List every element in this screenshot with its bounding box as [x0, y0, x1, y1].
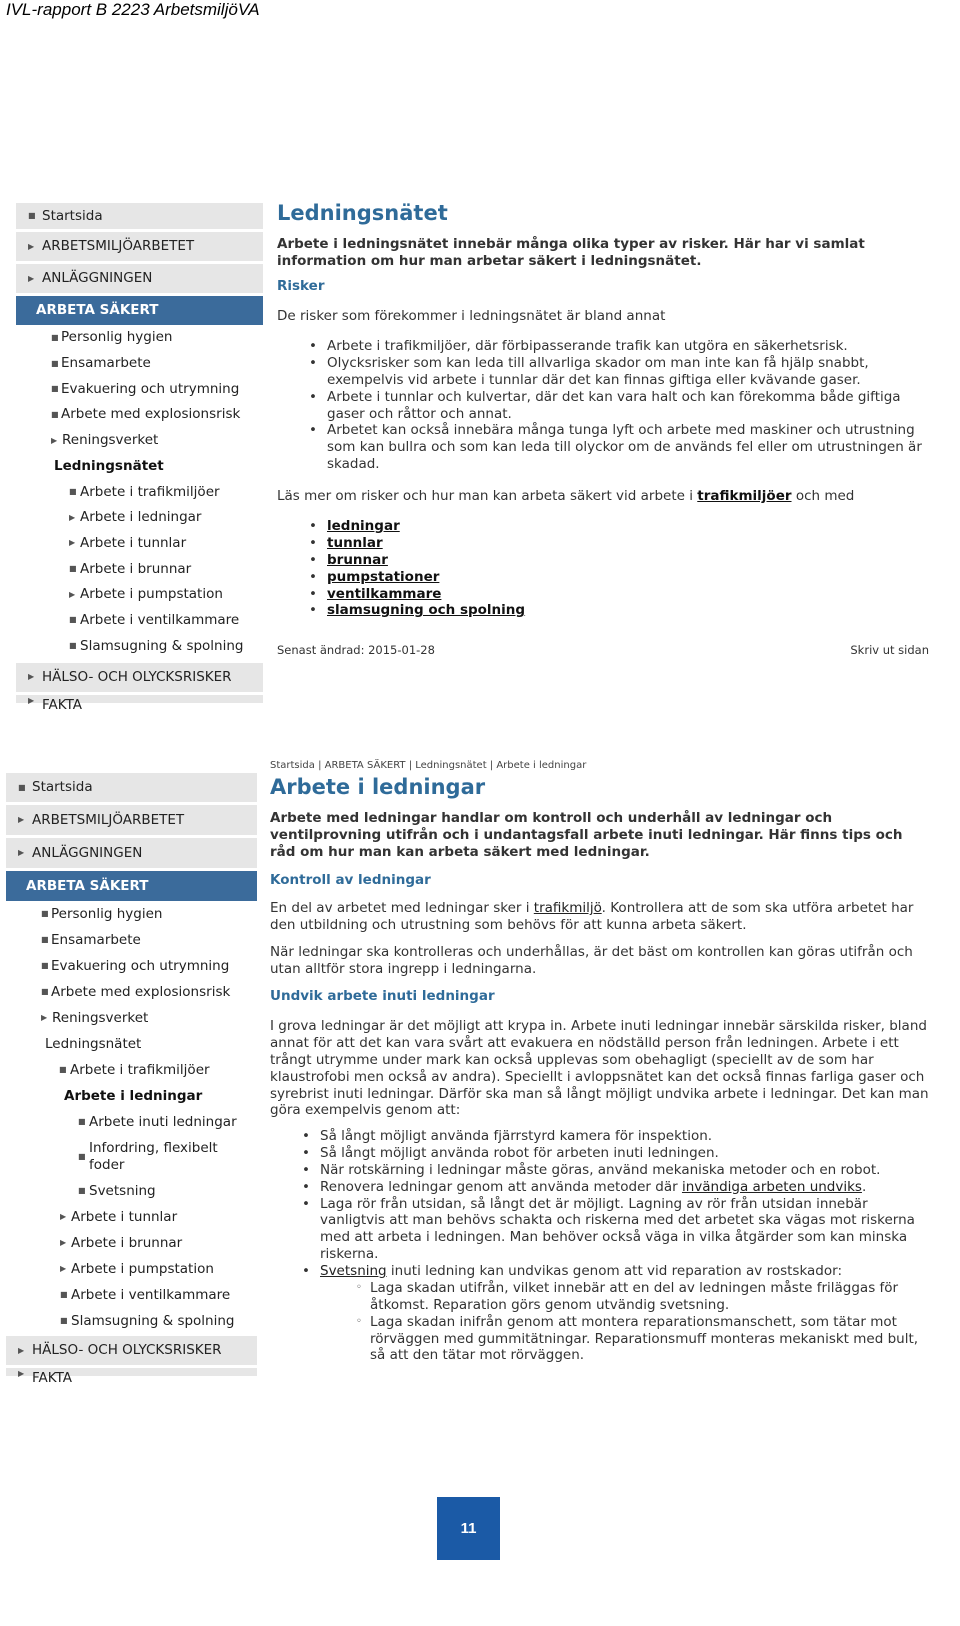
nav-fakta[interactable]: ▶ FAKTA: [6, 1368, 257, 1376]
nav-evakuering[interactable]: ■ Evakuering och utrymning: [41, 957, 230, 974]
nav-halso-olycksrisker[interactable]: ▶ HÄLSO- OCH OLYCKSRISKER: [16, 663, 263, 692]
triangle-right-icon: ▶: [18, 1369, 25, 1378]
bullet-icon: •: [302, 1161, 310, 1178]
triangle-right-icon: ▶: [18, 1345, 25, 1355]
list-item: • Arbetet kan också innebära många tunga lyft och arbete med maskiner och utrustning som kan bullra och som kan leda till olyckor om de används fel eller om utrustningen är skadad.: [309, 422, 922, 473]
screenshot-ledningsnatet: [16, 200, 931, 713]
nav-ensamarbete[interactable]: ■ Ensamarbete: [41, 931, 141, 948]
lead-text: Arbete med ledningar handlar om kontroll och underhåll av ledningar och ventilprovning utifrån och i undantagsfall arbete inuti ledningar. Här finns tips och råd om hur man kan arbeta säkert med ledningar.: [270, 810, 903, 860]
square-bullet-icon: ■: [51, 358, 59, 368]
nav-ledningsnatet[interactable]: Ledningsnätet: [54, 457, 164, 474]
list-item: • Olycksrisker som kan leda till allvarliga skador om man inte kan få hjälp snabbt, exempelvis vid arbete i tunnlar där det kan finnas giftiga eller kvävande gaser.: [309, 354, 869, 388]
nav-startsida[interactable]: ■ Startsida: [16, 203, 263, 229]
square-bullet-icon: ■: [78, 1152, 86, 1161]
list-item: ◦ Laga skadan inifrån genom att montera reparationsmanschett, som tätar mot rörväggen med gummitätningar. Reparationsmuff monteras mekaniskt med bult, så att den tätar mot rörväggen.: [356, 1313, 919, 1364]
square-bullet-icon: ■: [41, 935, 49, 944]
link-svetsning[interactable]: Svetsning: [320, 1263, 387, 1279]
square-bullet-icon: ■: [59, 1065, 67, 1074]
bullet-icon: •: [302, 1128, 310, 1144]
breadcrumb[interactable]: Startsida | ARBETA SÄKERT | Ledningsnätet | Arbete i ledningar: [270, 760, 587, 771]
link-invandiga-arbeten[interactable]: invändiga arbeten undviks: [681, 1178, 862, 1195]
section-heading-undvik: Undvik arbete inuti ledningar: [270, 988, 495, 1004]
square-bullet-icon: ■: [51, 332, 59, 342]
page-title: Ledningsnätet: [277, 201, 448, 225]
triangle-right-icon: ▶: [28, 672, 35, 682]
link-ledningar[interactable]: ledningar: [327, 518, 400, 534]
nav-ledningsnatet[interactable]: Ledningsnätet: [45, 1035, 142, 1052]
triangle-right-icon: ▶: [28, 241, 35, 251]
list-item: [309, 551, 929, 569]
bullet-icon: •: [309, 585, 317, 602]
bullet-icon: •: [302, 1195, 310, 1212]
bullet-icon: •: [309, 518, 317, 534]
screenshot-arbete-i-ledningar: [6, 762, 931, 1388]
square-bullet-icon: ■: [78, 1117, 86, 1126]
triangle-right-icon: ▶: [51, 435, 58, 445]
list-item: [309, 585, 929, 603]
list-item: • Så långt möjligt använda fjärrstyrd kamera för inspektion.: [302, 1128, 713, 1144]
square-bullet-icon: ■: [51, 384, 59, 394]
nav-brunnar[interactable]: ▶ Arbete i brunnar: [60, 1234, 183, 1251]
list-item: [309, 602, 929, 619]
nav-tunnlar[interactable]: ▶ Arbete i tunnlar: [69, 534, 187, 551]
triangle-right-icon: ▶: [18, 815, 25, 824]
sub-list: [320, 1280, 930, 1364]
nav-ledningar[interactable]: ▶ Arbete i ledningar: [69, 509, 202, 526]
list-item: • När rotskärning i ledningar måste göras, använd mekaniska metoder och en robot.: [302, 1161, 881, 1178]
triangle-right-icon: ▶: [60, 1212, 67, 1221]
section-heading-kontroll: Kontroll av ledningar: [270, 872, 431, 888]
nav-infordring[interactable]: ■ Infordring, flexibelt foder: [78, 1139, 218, 1173]
nav-startsida[interactable]: ■ Startsida: [6, 773, 257, 802]
nav-ventilkammare[interactable]: ■ Arbete i ventilkammare: [60, 1286, 231, 1303]
triangle-right-icon: ▶: [28, 695, 35, 705]
nav-halso-olycksrisker[interactable]: ▶ HÄLSO- OCH OLYCKSRISKER: [6, 1336, 257, 1365]
circle-bullet-icon: ◦: [356, 1281, 362, 1293]
list-item: ◦ Laga skadan utifrån, vilket innebär att en del av ledningen måste friläggas för åtkomst. Reparation görs genom utvändig svetsning.: [356, 1279, 899, 1313]
square-bullet-icon: ■: [41, 909, 49, 918]
bullet-icon: •: [302, 1178, 310, 1195]
section-heading-risker: Risker: [277, 278, 325, 294]
bullet-icon: •: [309, 551, 317, 568]
list-item: • Renovera ledningar genom att använda metoder där invändiga arbeten undviks.: [302, 1178, 867, 1195]
triangle-right-icon: ▶: [41, 1013, 48, 1022]
square-bullet-icon: ■: [78, 1186, 86, 1195]
nav-arbetsmiljoarbetet[interactable]: ▶ ARBETSMILJÖARBETET: [6, 805, 257, 835]
triangle-right-icon: ▶: [28, 273, 35, 283]
sidebar-nav: [16, 200, 263, 713]
bullet-icon: •: [309, 568, 317, 585]
triangle-right-icon: ▶: [69, 589, 76, 599]
nav-pumpstation[interactable]: ▶ Arbete i pumpstation: [69, 586, 223, 603]
nav-slamsugning[interactable]: ■ Slamsugning & spolning: [60, 1312, 235, 1329]
bullet-icon: •: [302, 1263, 310, 1279]
bullet-icon: •: [309, 338, 317, 354]
square-bullet-icon: ■: [51, 409, 59, 419]
square-bullet-icon: ■: [60, 1316, 68, 1325]
list-item: • Arbete i tunnlar och kulvertar, där det kan vara halt och kan förekomma både giftiga gaser och råttor och annat.: [309, 388, 901, 422]
nav-arbeta-sakert[interactable]: ARBETA SÄKERT: [6, 871, 257, 901]
list-item: [309, 518, 929, 535]
triangle-right-icon: ▶: [69, 538, 76, 548]
link-pumpstationer[interactable]: pumpstationer: [327, 568, 440, 585]
read-more-text: Läs mer om risker och hur man kan arbeta säkert vid arbete i trafikmiljöer och med: [277, 488, 855, 504]
risk-list: [277, 338, 929, 488]
paragraph: När ledningar ska kontrolleras och underhållas, är det bäst om kontrollen kan göras utifrån och utan alltför stora ingrepp i ledningarna.: [270, 944, 913, 977]
triangle-right-icon: ▶: [60, 1238, 67, 1247]
nav-ledningar[interactable]: Arbete i ledningar: [64, 1087, 203, 1104]
nav-ventilkammare[interactable]: ■ Arbete i ventilkammare: [69, 611, 240, 628]
square-bullet-icon: ■: [41, 961, 49, 970]
nav-tunnlar[interactable]: ▶ Arbete i tunnlar: [60, 1208, 178, 1225]
page-number: 11: [437, 1497, 500, 1560]
nav-personlig-hygien[interactable]: ■ Personlig hygien: [51, 329, 173, 346]
list-item: [309, 568, 929, 586]
nav-explosionsrisk[interactable]: ■ Arbete med explosionsrisk: [41, 983, 231, 1000]
nav-pumpstation[interactable]: ▶ Arbete i pumpstation: [60, 1260, 214, 1277]
nav-reningsverket[interactable]: ▶ Reningsverket: [51, 432, 159, 449]
square-bullet-icon: ■: [69, 615, 77, 625]
square-bullet-icon: ■: [60, 1290, 68, 1299]
link-list: [277, 518, 929, 643]
page-footer: [277, 643, 929, 657]
bullet-icon: •: [309, 422, 317, 439]
nav-anlaggningen[interactable]: ▶ ANLÄGGNINGEN: [16, 264, 263, 293]
link-tunnlar[interactable]: tunnlar: [327, 534, 383, 551]
nav-arbeta-sakert[interactable]: ARBETA SÄKERT: [16, 296, 263, 325]
nav-trafikmiljoer[interactable]: ■ Arbete i trafikmiljöer: [59, 1061, 210, 1078]
nav-explosionsrisk[interactable]: ■ Arbete med explosionsrisk: [51, 406, 241, 423]
nav-fakta[interactable]: ▶ FAKTA: [16, 695, 263, 703]
link-brunnar[interactable]: brunnar: [327, 551, 388, 568]
main-content: [270, 762, 930, 1364]
square-bullet-icon: ■: [18, 782, 26, 792]
paragraph: En del av arbetet med ledningar sker i trafikmiljö. Kontrollera att de som ska utföra arbetet har den utbildning och utrustning som behövs för att kunna arbeta säkert.: [270, 900, 914, 933]
link-trafikmiljo[interactable]: trafikmiljö: [533, 900, 602, 916]
list-item: • Så långt möjligt använda robot för arbeten inuti ledningen.: [302, 1144, 719, 1161]
bullet-icon: •: [309, 354, 317, 371]
bullet-icon: •: [309, 602, 317, 619]
main-content: [277, 200, 929, 657]
square-bullet-icon: ■: [41, 987, 49, 996]
lead-text: Arbete i ledningsnätet innebär många olika typer av risker. Här har vi samlat information om hur man arbetar säkert i ledningsnätet.: [277, 236, 865, 269]
paragraph: I grova ledningar är det möjligt att krypa in. Arbete inuti ledningar innebär särskilda risker, bland annat för att det kan vara svårt att evakuera en nödställd person från ledningen. Arbete i ett trångt utrymme under mark kan också upplevas som obehagligt (speciellt av de som har klaustrofobi men också av andra). Speciellt i avloppsnätet kan det också finnas farliga gaser och syrebrist inuti ledningar. Därför ska man så långt möjligt undvika arbete i ledningar. Det kan man göra exempelvis genom att:: [270, 1018, 929, 1119]
list-item: • Laga rör från utsidan, så långt det är möjligt. Lagning av rör från utsidan innebär vanligtvis att man behövs schakta och riskerna med det arbetet ska vägas mot riskerna med att arbeta i ledningen. Man behöver också väga in vilka åtgärder som kan minska riskerna.: [302, 1195, 915, 1263]
sidebar-nav: [6, 762, 257, 1388]
nav-slamsugning[interactable]: ■ Slamsugning & spolning: [69, 637, 244, 654]
square-bullet-icon: ■: [69, 641, 77, 651]
method-list: [270, 1128, 930, 1364]
nav-evakuering[interactable]: ■ Evakuering och utrymning: [51, 380, 240, 397]
link-ventilkammare[interactable]: ventilkammare: [327, 585, 442, 602]
square-bullet-icon: ■: [28, 211, 36, 220]
nav-reningsverket[interactable]: ▶ Reningsverket: [41, 1009, 149, 1026]
list-item: • Svetsning inuti ledning kan undvikas genom att vid reparation av rostskador: ◦ Laga skadan utifrån, vilket innebär att en del av ledningen måste friläggas för åtkomst. Reparation görs genom utvändig svetsning. ◦ Laga skadan inifrån genom att montera reparationsmanschett, som tätar mot rörväggen med gummitätningar. Reparationsmuff monteras mekaniskt med bult, så att den tätar mot rörväggen.: [320, 1263, 930, 1364]
square-bullet-icon: ■: [69, 564, 77, 574]
nav-svetsning[interactable]: ■ Svetsning: [78, 1182, 156, 1199]
nav-trafikmiljoer[interactable]: ■ Arbete i trafikmiljöer: [69, 483, 220, 500]
nav-anlaggningen[interactable]: ▶ ANLÄGGNINGEN: [6, 838, 257, 868]
link-trafikmiljoer[interactable]: trafikmiljöer: [697, 488, 792, 504]
circle-bullet-icon: ◦: [356, 1315, 362, 1327]
square-bullet-icon: ■: [69, 486, 77, 496]
triangle-right-icon: ▶: [69, 512, 76, 522]
page-title: Arbete i ledningar: [270, 775, 486, 799]
nav-personlig-hygien[interactable]: ■ Personlig hygien: [41, 905, 163, 922]
bullet-icon: •: [309, 534, 317, 551]
link-slamsugning[interactable]: slamsugning och spolning: [327, 602, 526, 619]
nav-brunnar[interactable]: ■ Arbete i brunnar: [69, 560, 192, 577]
bullet-icon: •: [302, 1144, 310, 1161]
nav-arbetsmiljoarbetet[interactable]: ▶ ARBETSMILJÖARBETET: [16, 232, 263, 261]
print-link[interactable]: Skriv ut sidan: [850, 643, 929, 657]
triangle-right-icon: ▶: [60, 1264, 67, 1273]
nav-ensamarbete[interactable]: ■ Ensamarbete: [51, 355, 151, 372]
intro-text: De risker som förekommer i ledningsnätet är bland annat: [277, 308, 666, 324]
last-changed: Senast ändrad: 2015-01-28: [277, 643, 435, 657]
triangle-right-icon: ▶: [18, 848, 25, 857]
list-item: [309, 534, 929, 552]
report-header: IVL-rapport B 2223 ArbetsmiljöVA: [6, 0, 260, 19]
list-item: • Arbete i trafikmiljöer, där förbipasserande trafik kan utgöra en säkerhetsrisk.: [309, 338, 848, 354]
bullet-icon: •: [309, 388, 317, 405]
nav-inuti-ledningar[interactable]: ■ Arbete inuti ledningar: [78, 1113, 237, 1130]
